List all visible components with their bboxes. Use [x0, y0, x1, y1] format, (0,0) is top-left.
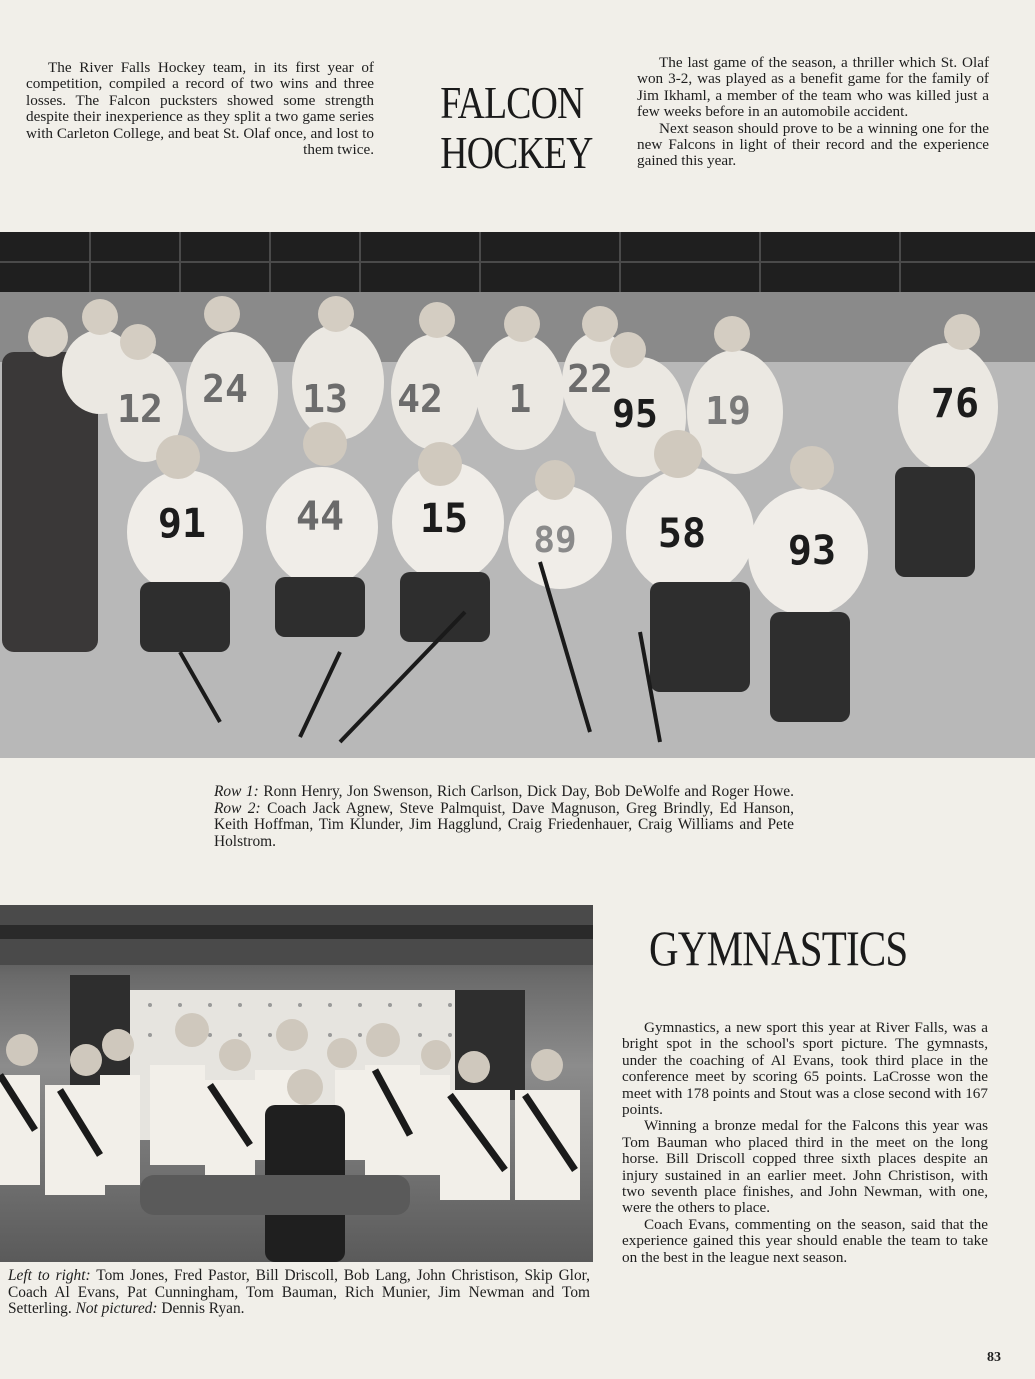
jersey-number: 93	[787, 528, 837, 574]
jersey-number: 15	[419, 496, 469, 542]
hockey-intro-right-paragraph-1: The last game of the season, a thriller which St. Olaf won 3-2, was played as a benefit game for the family of Jim Ikhaml, a member of the team who was killed just a few weeks before in an automobile accident.	[637, 54, 989, 121]
jersey-number: 24	[202, 367, 248, 411]
hockey-intro-left	[26, 60, 374, 158]
jersey-number: 95	[612, 392, 658, 436]
caption-row2-label: Row 2:	[214, 799, 261, 817]
gymnastics-team-photo	[0, 905, 593, 1262]
gymnastics-paragraph-3: Coach Evans, commenting on the season, said that the experience gained this year should enable the team to take on the best in the league next season.	[622, 1215, 988, 1266]
caption-left-to-right-label: Left to right:	[8, 1267, 91, 1284]
caption-not-pictured-label: Not pictured:	[75, 1300, 158, 1318]
hockey-headline-line1: FALCON	[440, 77, 584, 128]
hockey-team-photo-illustration	[0, 232, 1035, 758]
hockey-headline	[440, 77, 593, 178]
caption-row1-names: Ronn Henry, Jon Swenson, Rich Carlson, Dick Day, Bob DeWolfe and Roger Howe.	[263, 783, 794, 800]
caption-row2-names: Coach Jack Agnew, Steve Palmquist, Dave Magnuson, Greg Brindly, Ed Hanson, Keith Hoffman, Tim Klunder, Jim Hagglund, Craig Friedenhauer, Craig Williams and Pete Holstrom.	[214, 799, 794, 850]
jersey-number: 91	[157, 501, 207, 547]
caption-row1-label: Row 1:	[214, 783, 259, 800]
hockey-photo-caption	[214, 784, 794, 850]
jersey-number: 1	[508, 377, 532, 421]
jersey-number: 44	[295, 494, 345, 540]
gymnastics-paragraph-2: Winning a bronze medal for the Falcons this year was Tom Bauman who placed third in the meet on the long horse. Bill Driscoll copped three sixth places despite an injury sustained in an earlier meet. John Christison, with two seventh place finishes, and John Newman, with one, were the others to place.	[622, 1117, 988, 1217]
page-number: 83	[987, 1350, 1001, 1365]
hockey-intro-left-paragraph: The River Falls Hockey team, in its first year of competition, compiled a record of two wins and three losses. The Falcon pucksters showed some strength despite their inexperience as they split a two game series with Carleton College, and beat St. Olaf once, and lost to them twice.	[26, 59, 374, 159]
hockey-intro-right	[637, 55, 989, 170]
hockey-intro-right-paragraph-2: Next season should prove to be a winning one for the new Falcons in light of their record and the experience gained this year.	[637, 119, 989, 170]
hockey-team-photo	[0, 232, 1035, 758]
gymnastics-team-photo-illustration	[0, 905, 593, 1262]
jersey-number: 42	[397, 377, 443, 421]
jersey-number: 58	[657, 511, 707, 557]
jersey-number: 19	[705, 389, 751, 433]
hockey-headline-line2: HOCKEY	[440, 127, 593, 178]
jersey-number: 13	[302, 377, 348, 421]
gymnastics-article	[622, 1020, 988, 1266]
caption-gymnast-names: Tom Jones, Fred Pastor, Bill Driscoll, Bob Lang, John Christison, Skip Glor, Coach Al Evans, Pat Cunningham, Tom Bauman, Rich Munier, Jim Newman and Tom Setterling.	[8, 1267, 591, 1318]
jersey-number: 22	[567, 357, 613, 401]
caption-not-pictured-names: Dennis Ryan.	[161, 1300, 245, 1318]
jersey-number: 76	[930, 381, 980, 427]
gymnastics-headline: GYMNASTICS	[649, 920, 908, 976]
gymnastics-photo-caption	[8, 1268, 590, 1318]
jersey-number: 89	[533, 520, 577, 561]
jersey-number: 12	[117, 387, 163, 431]
gymnastics-paragraph-1: Gymnastics, a new sport this year at River Falls, was a bright spot in the school's sport picture. The gymnasts, under the coaching of Al Evans, took third place in the conference meet by scoring 65 points. LaCrosse won the meet with 178 points and Stout was a close second with 167 points.	[622, 1019, 988, 1119]
